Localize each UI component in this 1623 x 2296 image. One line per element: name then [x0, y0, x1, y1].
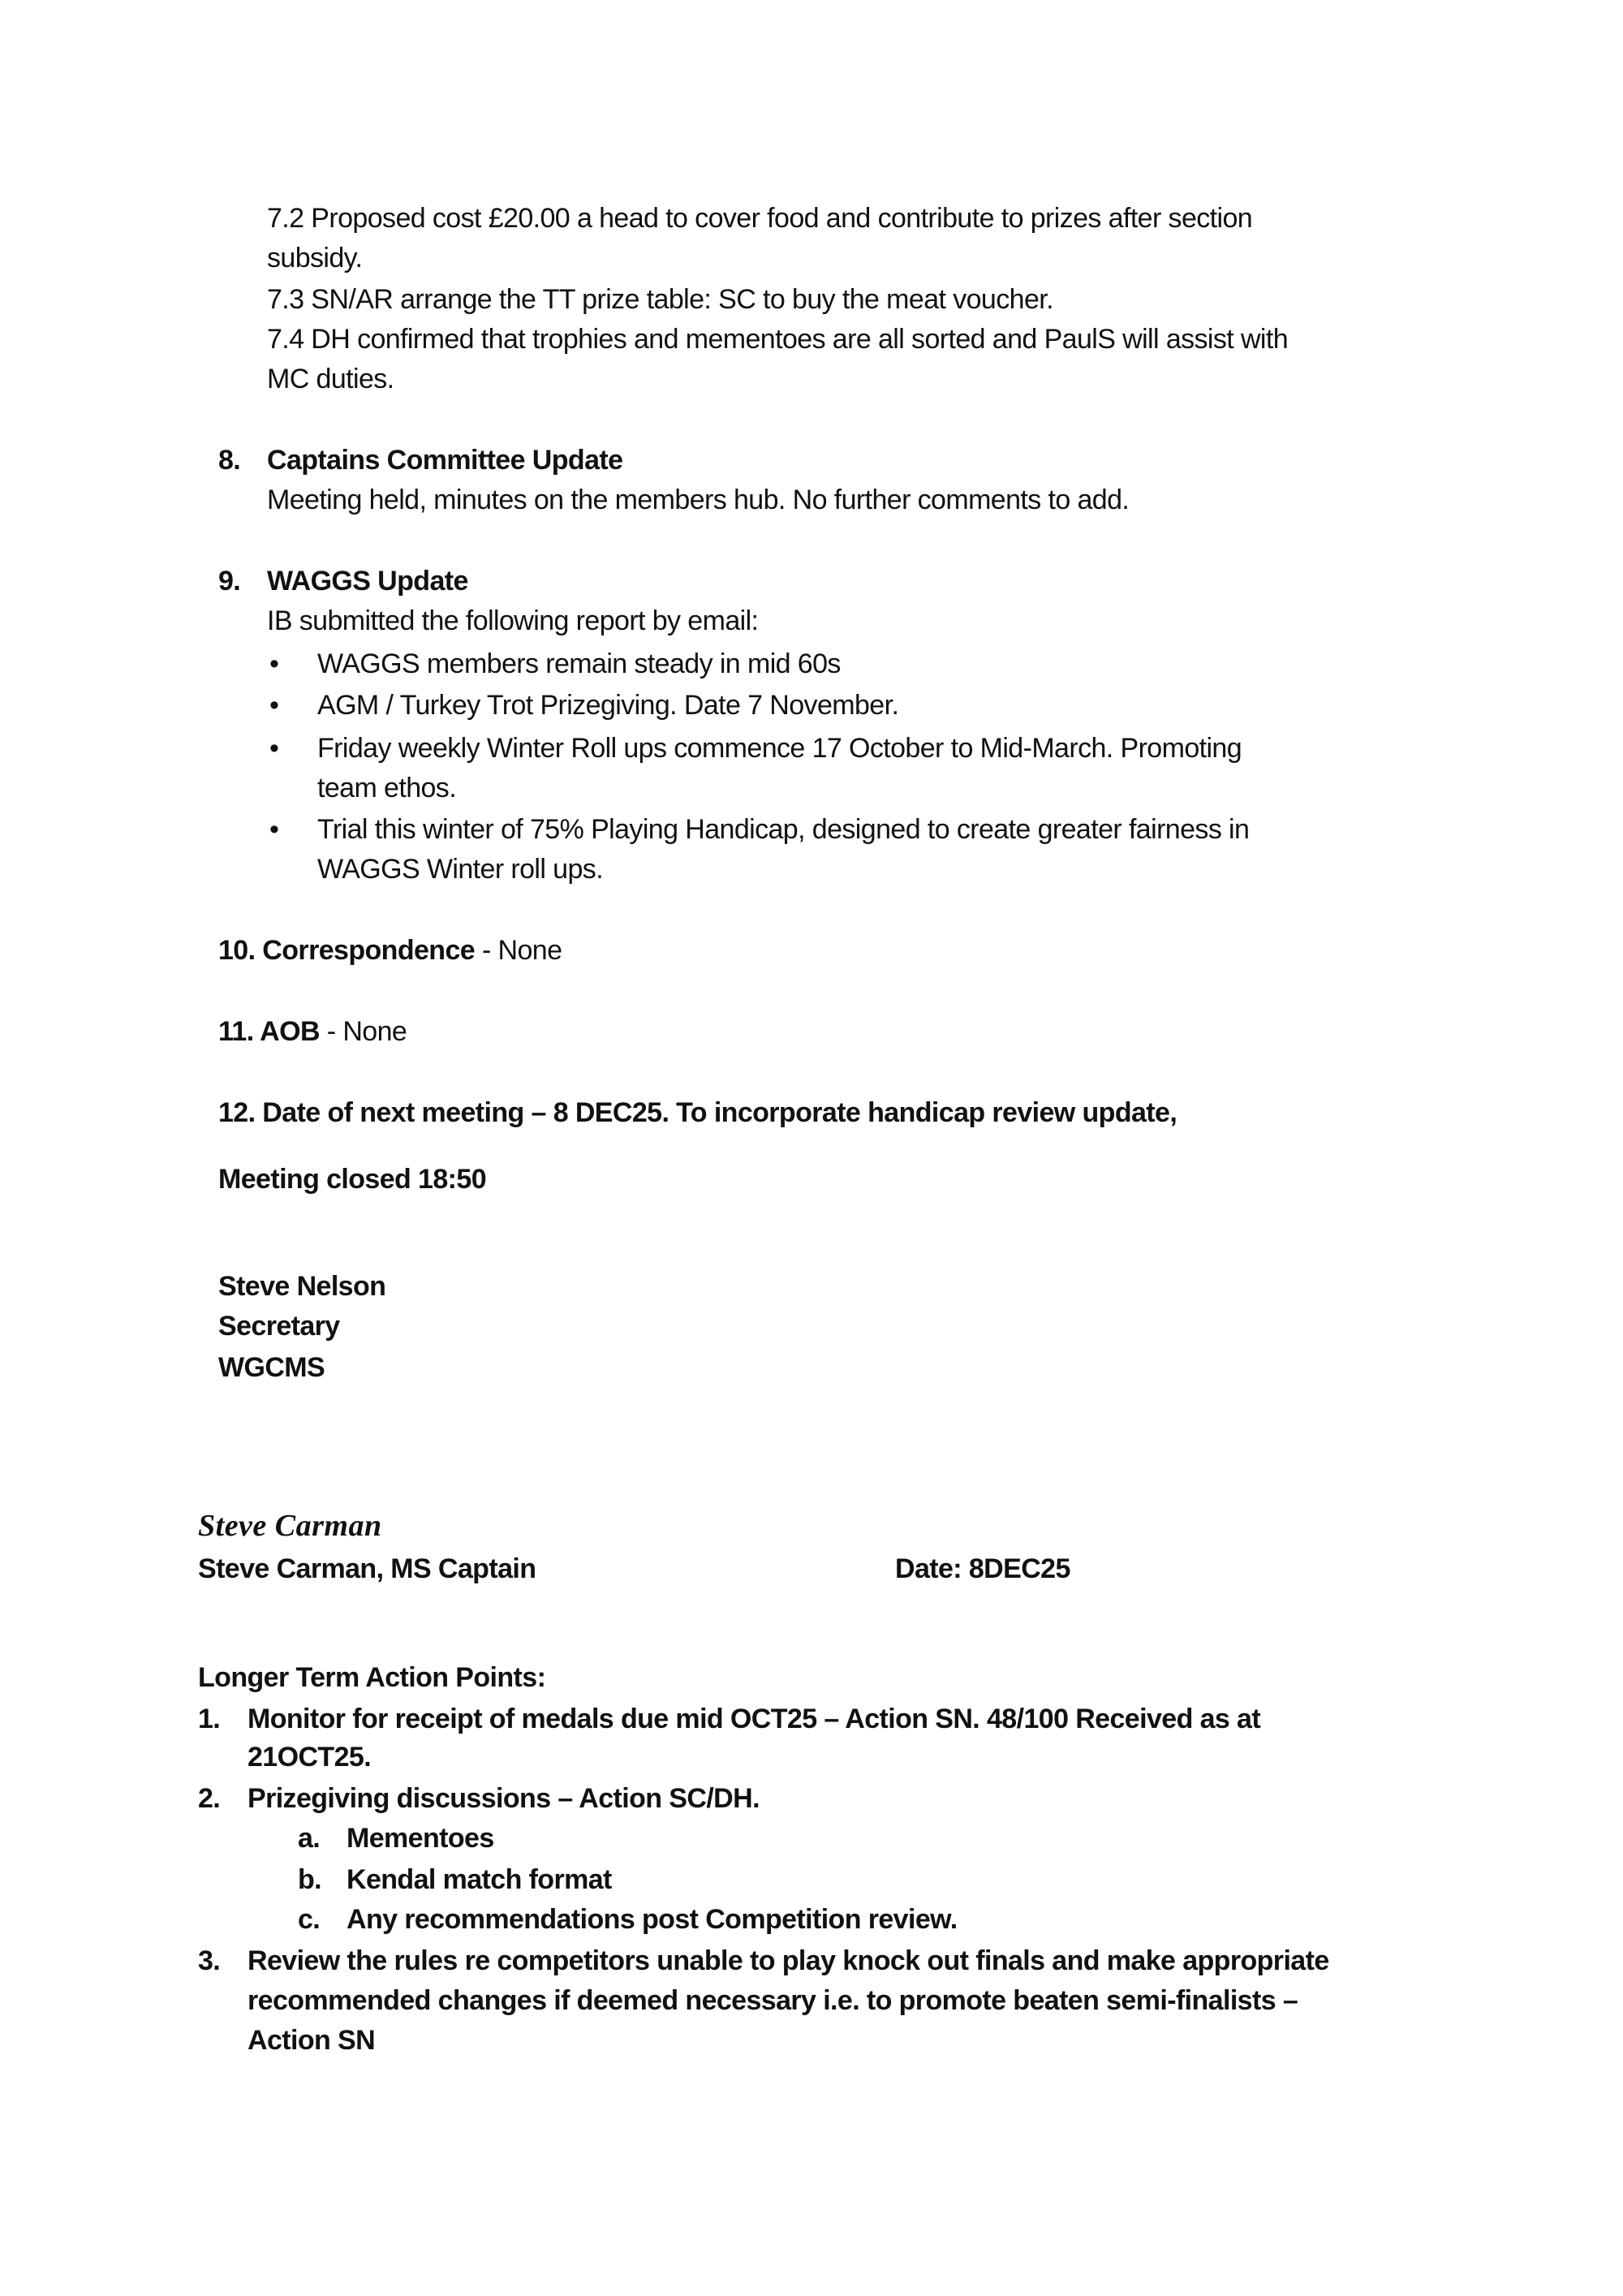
action-item-cont: Action SN — [248, 2025, 376, 2056]
section-8-heading: Captains Committee Update — [267, 445, 623, 476]
bullet-icon: • — [269, 648, 279, 679]
sub-letter: a. — [298, 1823, 321, 1854]
section-11-label: 11. AOB — [218, 1016, 320, 1047]
bullet-text: Friday weekly Winter Roll ups commence 17 October to Mid-March. Promoting — [317, 733, 1242, 764]
secretary-org: WGCMS — [218, 1352, 325, 1383]
action-item: Monitor for receipt of medals due mid OCT25 – Action SN. 48/100 Received as at — [248, 1704, 1261, 1734]
section-10-label: 10. Correspondence — [218, 935, 476, 966]
section-9-heading: WAGGS Update — [267, 566, 468, 597]
sub-letter: b. — [298, 1864, 322, 1895]
sub-item: Any recommendations post Competition review. — [347, 1904, 958, 1935]
item-7-2-cont: subsidy. — [267, 243, 363, 274]
bullet-text-cont: team ethos. — [317, 773, 457, 803]
section-11 — [218, 1015, 407, 1048]
bullet-text: WAGGS members remain steady in mid 60s — [317, 648, 841, 679]
approver-name-role: Steve Carman, MS Captain — [198, 1553, 536, 1584]
action-item: Prizegiving discussions – Action SC/DH. — [248, 1783, 760, 1814]
longer-term-heading: Longer Term Action Points: — [198, 1662, 546, 1693]
item-7-4-cont: MC duties. — [267, 364, 394, 394]
bullet-text: AGM / Turkey Trot Prizegiving. Date 7 November. — [317, 690, 899, 721]
action-number: 1. — [198, 1704, 221, 1734]
sub-letter: c. — [298, 1904, 321, 1935]
secretary-name: Steve Nelson — [218, 1271, 386, 1302]
meeting-closed: Meeting closed 18:50 — [218, 1164, 487, 1195]
bullet-text: Trial this winter of 75% Playing Handicap, designed to create greater fairness in — [317, 814, 1250, 845]
section-12: 12. Date of next meeting – 8 DEC25. To incorporate handicap review update, — [218, 1097, 1177, 1128]
section-10-value: - None — [475, 935, 562, 966]
bullet-icon: • — [269, 690, 279, 721]
secretary-role: Secretary — [218, 1311, 340, 1342]
action-item-cont: recommended changes if deemed necessary i.e. to promote beaten semi-finalists – — [248, 1985, 1298, 2016]
item-7-4: 7.4 DH confirmed that trophies and mementoes are all sorted and PaulS will assist with — [267, 324, 1289, 355]
action-item-cont: 21OCT25. — [248, 1742, 372, 1773]
action-item: Review the rules re competitors unable to play knock out finals and make appropriate — [248, 1945, 1329, 1976]
section-10 — [218, 934, 562, 967]
item-7-2: 7.2 Proposed cost £20.00 a head to cover food and contribute to prizes after section — [267, 203, 1253, 234]
section-8-number: 8. — [218, 445, 241, 476]
signature: Steve Carman — [198, 1509, 382, 1543]
sub-item: Mementoes — [347, 1823, 494, 1854]
section-9-intro: IB submitted the following report by email: — [267, 605, 759, 636]
approval-date: Date: 8DEC25 — [895, 1553, 1070, 1584]
bullet-icon: • — [269, 814, 279, 845]
bullet-icon: • — [269, 733, 279, 764]
bullet-text-cont: WAGGS Winter roll ups. — [317, 854, 604, 885]
section-11-value: - None — [319, 1016, 407, 1047]
sub-item: Kendal match format — [347, 1864, 612, 1895]
section-8-body: Meeting held, minutes on the members hub. No further comments to add. — [267, 485, 1130, 515]
section-9-number: 9. — [218, 566, 241, 597]
action-number: 2. — [198, 1783, 221, 1814]
item-7-3: 7.3 SN/AR arrange the TT prize table: SC to buy the meat voucher. — [267, 284, 1053, 315]
action-number: 3. — [198, 1945, 221, 1976]
